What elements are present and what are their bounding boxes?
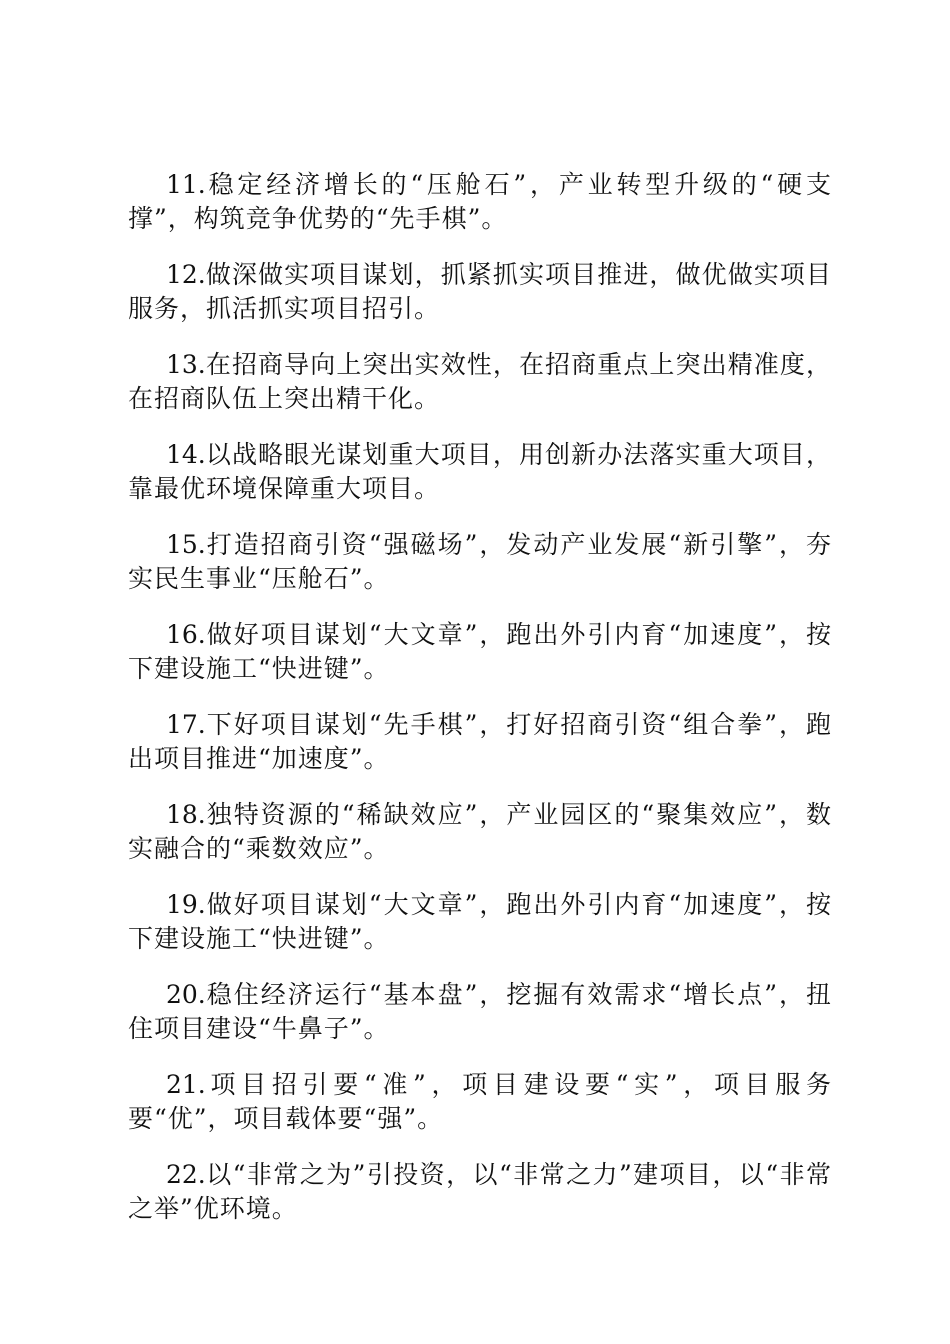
list-item <box>128 618 832 686</box>
item-text: 做好项目谋划“大文章”，跑出外引内育“加速度”，按下建设施工“快进键”。 <box>128 620 832 683</box>
list-item <box>128 888 832 956</box>
item-number: 13. <box>166 350 206 379</box>
document-body <box>128 168 832 1248</box>
item-number: 18. <box>166 800 206 829</box>
list-item <box>128 528 832 596</box>
item-text: 做好项目谋划“大文章”，跑出外引内育“加速度”，按下建设施工“快进键”。 <box>128 890 832 953</box>
item-text: 打造招商引资“强磁场”，发动产业发展“新引擎”，夯实民生事业“压舱石”。 <box>128 530 832 593</box>
item-number: 19. <box>166 890 206 919</box>
list-item <box>128 1158 832 1226</box>
item-text: 项目招引要“准”，项目建设要“实”，项目服务要“优”，项目载体要“强”。 <box>128 1070 832 1133</box>
list-item <box>128 798 832 866</box>
item-text: 以战略眼光谋划重大项目，用创新办法落实重大项目，靠最优环境保障重大项目。 <box>128 440 832 503</box>
list-item <box>128 1068 832 1136</box>
item-text: 稳定经济增长的“压舱石”，产业转型升级的“硬支撑”，构筑竞争优势的“先手棋”。 <box>128 170 832 233</box>
list-item <box>128 438 832 506</box>
item-text: 独特资源的“稀缺效应”，产业园区的“聚集效应”，数实融合的“乘数效应”。 <box>128 800 832 863</box>
item-text: 以“非常之为”引投资，以“非常之力”建项目，以“非常之举”优环境。 <box>128 1160 832 1223</box>
item-text: 稳住经济运行“基本盘”，挖掘有效需求“增长点”，扭住项目建设“牛鼻子”。 <box>128 980 832 1043</box>
item-number: 11. <box>166 170 206 199</box>
item-number: 22. <box>166 1160 206 1189</box>
item-number: 12. <box>166 260 206 289</box>
item-number: 21. <box>166 1070 206 1099</box>
item-text: 下好项目谋划“先手棋”，打好招商引资“组合拳”，跑出项目推进“加速度”。 <box>128 710 832 773</box>
item-number: 14. <box>166 440 206 469</box>
item-text: 做深做实项目谋划，抓紧抓实项目推进，做优做实项目服务，抓活抓实项目招引。 <box>128 260 832 323</box>
list-item <box>128 978 832 1046</box>
item-number: 16. <box>166 620 206 649</box>
list-item <box>128 708 832 776</box>
list-item <box>128 348 832 416</box>
item-number: 20. <box>166 980 206 1009</box>
list-item <box>128 168 832 236</box>
item-number: 15. <box>166 530 206 559</box>
item-number: 17. <box>166 710 206 739</box>
list-item <box>128 258 832 326</box>
item-text: 在招商导向上突出实效性，在招商重点上突出精准度，在招商队伍上突出精干化。 <box>128 350 832 413</box>
